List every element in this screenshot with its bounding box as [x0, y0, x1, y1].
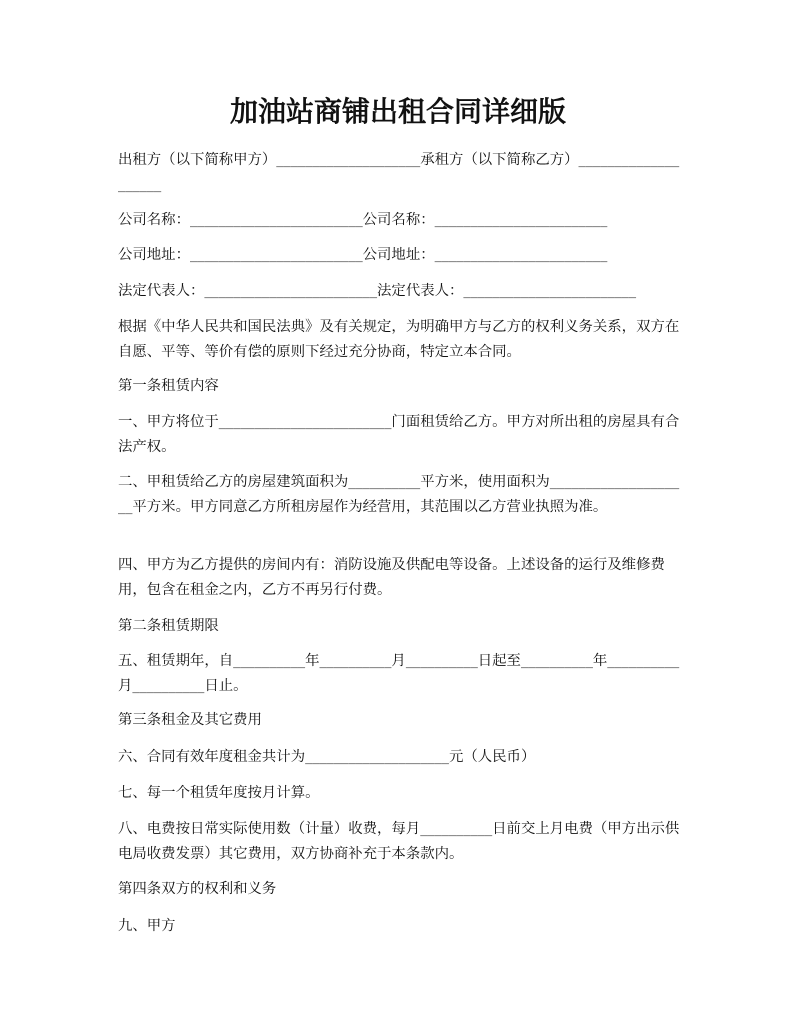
clause-6: 六、合同有效年度租金共计为____________________元（人民币） [118, 749, 536, 765]
clause-4: 四、甲方为乙方提供的房间内有：消防设施及供配电等设备。上述设备的运行及维修费用，包含在租金之内，乙方不再另行付费。 [118, 557, 665, 598]
parties-line: 出租方（以下简称甲方）____________________承租方（以下简称乙方）____________________ [118, 152, 680, 193]
section-heading-1: 第一条租赁内容 [118, 378, 219, 394]
clause-1: 一、甲方将位于________________________门面租赁给乙方。甲方对所出租的房屋具有合法产权。 [118, 414, 680, 455]
clause-7: 七、每一个租赁年度按月计算。 [118, 785, 320, 801]
clause-9: 九、甲方 [118, 918, 176, 934]
company-address-line: 公司地址：________________________公司地址：________________________ [118, 247, 608, 263]
section-heading-2: 第二条租赁期限 [118, 618, 219, 634]
section-heading-3: 第三条租金及其它费用 [118, 712, 262, 728]
section-heading-4: 第四条双方的权利和义务 [118, 881, 277, 897]
company-name-line: 公司名称：________________________公司名称：________________________ [118, 212, 608, 228]
clause-5: 五、租赁期年，自__________年__________月__________日起至__________年__________月__________日止。 [118, 653, 680, 694]
legal-representative-line: 法定代表人：________________________法定代表人：________________________ [118, 283, 637, 299]
document-title: 加油站商铺出租合同详细版 [229, 95, 566, 128]
clause-8: 八、电费按日常实际使用数（计量）收费，每月__________日前交上月电费（甲方出示供电局收费发票）其它费用，双方协商补充于本条款内。 [118, 821, 680, 862]
clause-2: 二、甲租赁给乙方的房屋建筑面积为__________平方米，使用面积为____________________平方米。甲方同意乙方所租房屋作为经营用，其范围以乙方营业执照为准。 [118, 474, 680, 515]
preamble-paragraph: 根据《中华人民共和国民法典》及有关规定，为明确甲方与乙方的权利义务关系，双方在自愿、平等、等价有偿的原则下经过充分协商，特定立本合同。 [118, 319, 680, 360]
